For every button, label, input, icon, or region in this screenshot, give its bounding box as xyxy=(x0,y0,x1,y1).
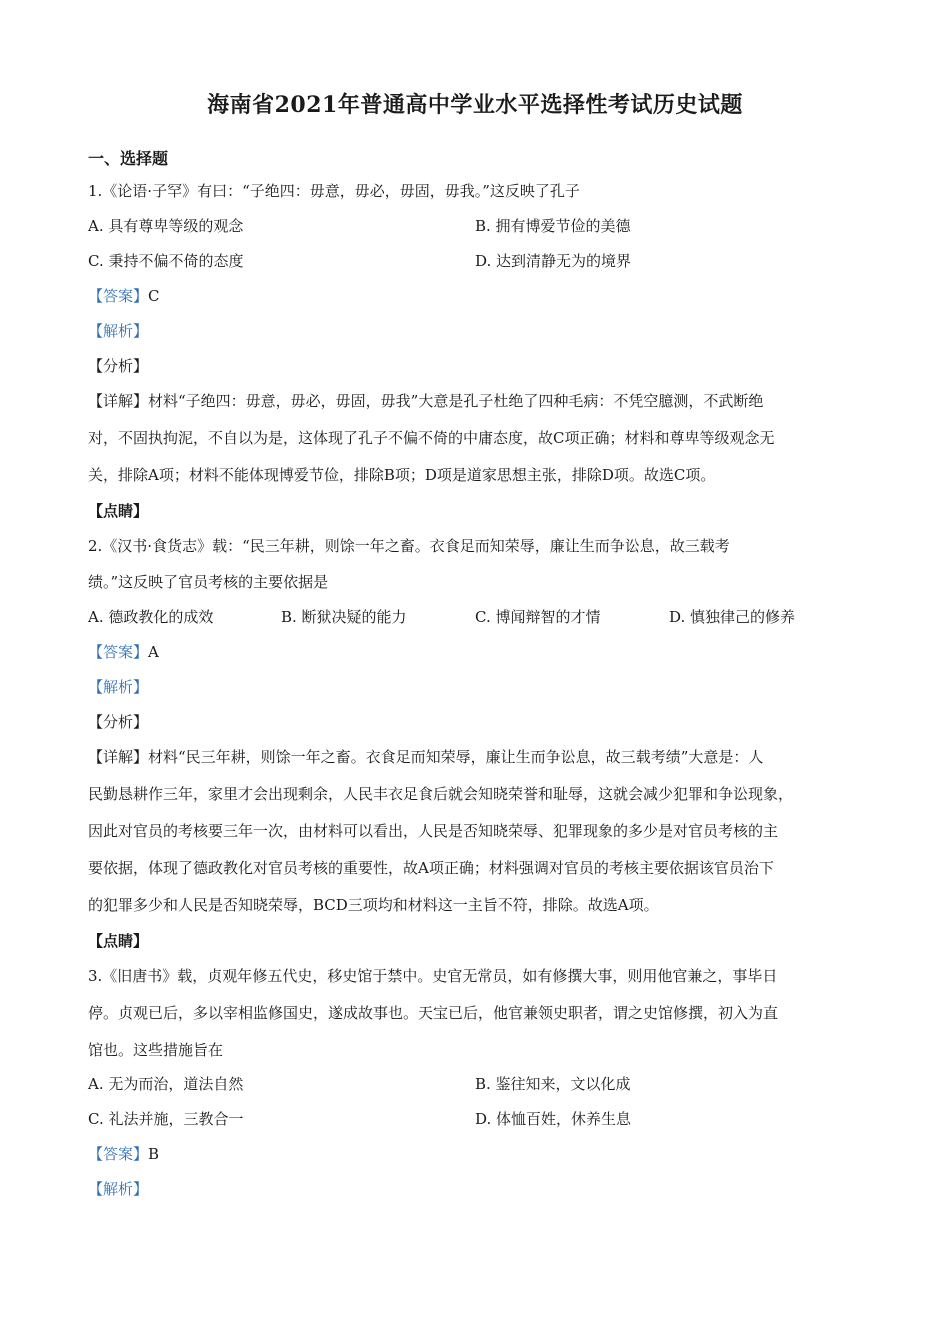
q2-option-b: B. 断狱决疑的能力 xyxy=(281,608,407,626)
q2-answer-row xyxy=(88,642,159,662)
q2-option-a: A. 德政教化的成效 xyxy=(88,608,214,626)
q1-detail-text: 材料“子绝四：毋意，毋必，毋固，毋我”大意是孔子杜绝了四种毛病：不凭空臆测，不武断绝 xyxy=(148,392,764,410)
q1-explain-tag: 【解析】 xyxy=(88,322,149,340)
q2-option-c: C. 博闻辩智的才情 xyxy=(475,608,601,626)
q1-detail-line: 对，不固执拘泥，不自以为是，这体现了孔子不偏不倚的中庸态度，故C项正确；材料和尊卑等级观念无 xyxy=(88,429,775,447)
q2-stem-line: 绩。”这反映了官员考核的主要依据是 xyxy=(88,573,329,591)
q3-option-c: C. 礼法并施，三教合一 xyxy=(88,1110,244,1128)
answer-tag: 【答案】 xyxy=(88,287,149,305)
q2-explain-tag: 【解析】 xyxy=(88,678,149,696)
q2-answer: A xyxy=(148,643,159,661)
q3-option-a: A. 无为而治，道法自然 xyxy=(88,1075,244,1093)
q2-detail-line: 要依据，体现了德政教化对官员考核的重要性，故A项正确；材料强调对官员的考核主要依据该官员治下 xyxy=(88,859,774,877)
detail-tag: 【详解】 xyxy=(88,392,149,410)
q3-stem-line: 3.《旧唐书》载，贞观年修五代史，移史馆于禁中。史官无常员，如有修撰大事，则用他官兼之，事毕日 xyxy=(88,967,778,985)
q1-detail-line: 关，排除A项；材料不能体现博爱节俭，排除B项；D项是道家思想主张，排除D项。故选C项。 xyxy=(88,466,716,484)
q3-answer-row xyxy=(88,1144,159,1164)
q2-detail-line: 民勤恳耕作三年，家里才会出现剩余，人民丰衣足食后就会知晓荣誉和耻辱，这就会减少犯罪和争讼现象， xyxy=(88,785,794,803)
q1-option-a: A. 具有尊卑等级的观念 xyxy=(88,217,244,235)
q3-stem-line: 馆也。这些措施旨在 xyxy=(88,1041,224,1059)
q1-option-d: D. 达到清静无为的境界 xyxy=(475,252,632,270)
q3-explain-tag: 【解析】 xyxy=(88,1180,149,1198)
q2-analysis-tag: 【分析】 xyxy=(88,713,149,731)
answer-tag: 【答案】 xyxy=(88,643,149,661)
q1-analysis-tag: 【分析】 xyxy=(88,357,149,375)
q2-detail-line: 的犯罪多少和人民是否知晓荣辱，BCD三项均和材料这一主旨不符，排除。故选A项。 xyxy=(88,896,659,914)
q2-option-d: D. 慎独律己的修养 xyxy=(669,608,796,626)
q2-comment-tag: 【点睛】 xyxy=(88,932,149,950)
exam-title: 海南省2021年普通高中学业水平选择性考试历史试题 xyxy=(207,92,743,118)
q2-detail-text: 材料“民三年耕，则馀一年之畜。衣食足而知荣辱，廉让生而争讼息，故三载考绩”大意是：人 xyxy=(148,748,764,766)
q3-option-d: D. 体恤百姓，休养生息 xyxy=(475,1110,632,1128)
answer-tag: 【答案】 xyxy=(88,1145,149,1163)
q1-option-c: C. 秉持不偏不倚的态度 xyxy=(88,252,244,270)
q2-detail-line: 因此对官员的考核要三年一次，由材料可以看出，人民是否知晓荣辱、犯罪现象的多少是对官员考核的主 xyxy=(88,822,779,840)
q1-answer-row xyxy=(88,286,160,306)
q3-answer: B xyxy=(148,1145,160,1163)
q1-option-b: B. 拥有博爱节俭的美德 xyxy=(475,217,631,235)
q1-stem: 1.《论语·子罕》有曰：“子绝四：毋意，毋必，毋固，毋我。”这反映了孔子 xyxy=(88,182,580,200)
q1-answer: C xyxy=(148,287,160,305)
q2-detail-line xyxy=(88,747,763,767)
q3-option-b: B. 鉴往知来，文以化成 xyxy=(475,1075,631,1093)
q3-stem-line: 停。贞观已后，多以宰相监修国史，遂成故事也。天宝已后，他官兼领史职者，谓之史馆修撰，初入为直 xyxy=(88,1004,779,1022)
q1-comment-tag: 【点睛】 xyxy=(88,502,149,520)
q2-stem-line: 2.《汉书·食货志》载：“民三年耕，则馀一年之畜。衣食足而知荣辱，廉让生而争讼息，故三载考 xyxy=(88,537,730,555)
q1-detail-line xyxy=(88,391,763,411)
detail-tag: 【详解】 xyxy=(88,748,149,766)
section-heading: 一、选择题 xyxy=(88,149,169,168)
